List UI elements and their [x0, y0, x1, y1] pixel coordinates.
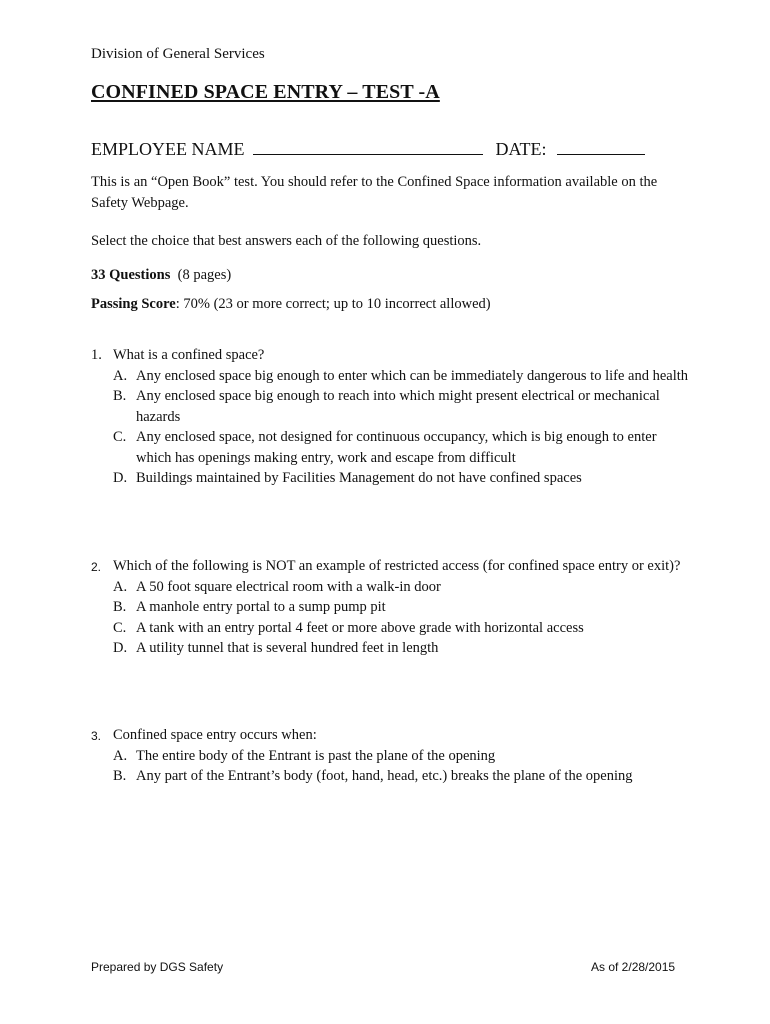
- question-2: [91, 556, 691, 659]
- option-letter: A.: [113, 747, 128, 764]
- question-number: 1.: [91, 347, 102, 363]
- page-count: (8 pages): [177, 267, 232, 283]
- option-text: Any part of the Entrant’s body (foot, hand, head, etc.) breaks the plane of the opening: [136, 768, 633, 784]
- open-book-instructions: This is an “Open Book” test. You should refer to the Confined Space information available on the Safety Webpage.: [91, 174, 658, 211]
- question-text: Which of the following is NOT an example of restricted access (for confined space entry or exit)?: [113, 558, 681, 574]
- division-heading: Division of General Services: [91, 46, 265, 62]
- option-letter: C.: [113, 619, 127, 636]
- option-letter: B.: [113, 388, 127, 404]
- question-text: What is a confined space?: [113, 347, 265, 363]
- select-instructions: Select the choice that best answers each of the following questions.: [91, 233, 482, 249]
- employee-name-label: EMPLOYEE NAME: [91, 139, 245, 159]
- answer-option[interactable]: [91, 468, 691, 489]
- answer-option[interactable]: [91, 618, 691, 639]
- answer-option[interactable]: [91, 366, 691, 387]
- date-blank[interactable]: [557, 140, 645, 155]
- question-3: [91, 725, 691, 787]
- option-text: A manhole entry portal to a sump pump pit: [136, 599, 386, 615]
- question-stem: [91, 345, 691, 366]
- option-text: A tank with an entry portal 4 feet or more above grade with horizontal access: [136, 619, 584, 636]
- date-label: DATE:: [495, 139, 547, 159]
- option-letter: B.: [113, 599, 127, 615]
- question-count-label: 33 Questions: [91, 267, 171, 283]
- passing-score: [91, 296, 491, 313]
- employee-date-row: [91, 139, 645, 160]
- answer-option[interactable]: [91, 597, 691, 618]
- option-letter: B.: [113, 768, 127, 784]
- option-letter: A.: [113, 578, 128, 595]
- answer-option[interactable]: [91, 766, 691, 787]
- question-stem: [91, 725, 691, 746]
- option-letter: A.: [113, 367, 128, 384]
- footer-prepared-by: Prepared by DGS Safety: [91, 960, 224, 974]
- option-text: The entire body of the Entrant is past the plane of the opening: [136, 747, 496, 764]
- footer-as-of-date: As of 2/28/2015: [591, 960, 676, 974]
- question-number: 3.: [91, 729, 102, 743]
- question-count: [91, 267, 231, 284]
- test-title: CONFINED SPACE ENTRY – TEST -A: [91, 81, 440, 103]
- question-number: 2.: [91, 560, 102, 574]
- employee-name-blank[interactable]: [253, 140, 483, 155]
- option-text: Buildings maintained by Facilities Management do not have confined spaces: [136, 470, 582, 486]
- passing-score-label: Passing Score: [91, 296, 176, 312]
- option-text: Any enclosed space, not designed for continuous occupancy, which is big enough to enter which has openings making entry, work and escape from difficult: [136, 429, 657, 466]
- question-text: Confined space entry occurs when:: [113, 727, 317, 743]
- answer-option[interactable]: [91, 427, 691, 468]
- option-letter: D.: [113, 470, 128, 486]
- answer-option[interactable]: [91, 746, 691, 767]
- question-1: [91, 345, 691, 489]
- answer-option[interactable]: [91, 386, 691, 427]
- option-letter: D.: [113, 640, 128, 656]
- passing-score-value: : 70% (23 or more correct; up to 10 incorrect allowed): [175, 296, 491, 312]
- option-text: A utility tunnel that is several hundred feet in length: [136, 640, 439, 656]
- answer-option[interactable]: [91, 638, 691, 659]
- option-letter: C.: [113, 429, 127, 445]
- option-text: Any enclosed space big enough to reach into which might present electrical or mechanical hazards: [136, 388, 660, 425]
- answer-option[interactable]: [91, 577, 691, 598]
- question-stem: [91, 556, 691, 577]
- option-text: A 50 foot square electrical room with a walk-in door: [136, 578, 441, 595]
- option-text: Any enclosed space big enough to enter which can be immediately dangerous to life and health: [136, 367, 689, 384]
